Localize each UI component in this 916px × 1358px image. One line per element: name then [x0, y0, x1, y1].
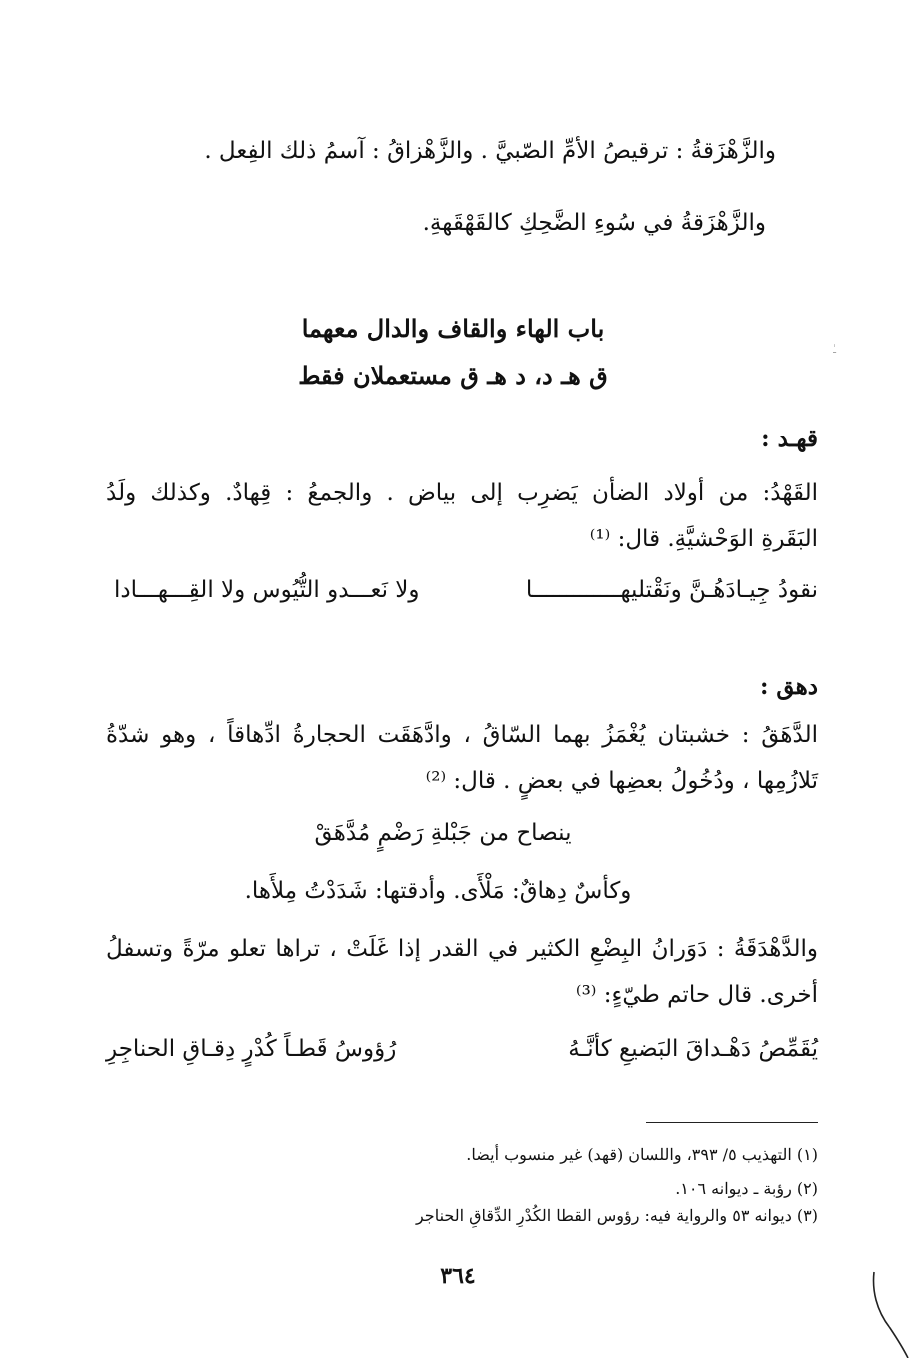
footnote-divider: [646, 1122, 818, 1123]
chapter-subtitle: ق هـ د، د هـ ق مستعملان فقط: [298, 361, 608, 390]
entry-heading-qahd: قهـد :: [761, 425, 818, 452]
chapter-title: باب الهاء والقاف والدال معهما: [301, 314, 605, 343]
dahdaqa-line-1: والدَّهْدَقَةُ : دَوَرانُ البِضْعِ الكثير في القدر إذا غَلَتْ ، تراها تعلو مرّةً وتسفلُ: [106, 936, 818, 962]
entry-heading-dahq: دهق :: [759, 673, 818, 700]
margin-mark: ـٰ: [833, 345, 836, 356]
page-edge-curve: [868, 1270, 916, 1358]
qahd-definition-line-2: البَقَرةِ الوَحْشيَّةِ. قال: ⁽¹⁾: [589, 526, 818, 552]
verse-dahq-rajaz: ينصاح من جَبْلةِ رَضْمٍ مُدَّهَقْ: [314, 820, 572, 846]
dahq-definition-line-2: تَلازُمِها ، ودُخُولُ بعضِها في بعضٍ . قال: ⁽²⁾: [425, 768, 818, 794]
verse-qahd: [106, 575, 818, 607]
footnote-1: (١) التهذيب ٥/ ٣٩٣، واللسان (قهد) غير منسوب أيضا.: [466, 1145, 818, 1164]
page-number: ٣٦٤: [440, 1263, 476, 1289]
dahq-definition-line-1: الدَّهَقُ : خشبتان يُغْمَزُ بهما السّاقُ ، وادَّهَقَت الحجارةُ ادِّهاقاً ، وهو شدّةُ: [106, 722, 818, 748]
verse-hatim-first-hemistich: يُقَمِّصُ دَهْـداقَ البَضيعِ كأنَّـهُ: [568, 1036, 818, 1062]
footnote-3: (٣) ديوانه ٥٣ والرواية فيه: رؤوس القطا الكُدْرِ الدِّقاقِ الحناجر: [415, 1206, 818, 1225]
dahdaqa-line-2: أخرى. قال حاتم طيّءٍ: ⁽³⁾: [575, 982, 818, 1008]
qahd-definition-line-1: القَهْدُ: من أولاد الضأن يَضرِب إلى بياض . والجمعُ : قِهادٌ. وكذلك ولَدُ: [106, 480, 818, 506]
dahq-cup-line: وكأسٌ دِهاقٌ: مَلْأَى. وأدقتها: شَدَدْتُ مِلأَها.: [244, 878, 632, 904]
footnote-2: (٢) رؤبة ـ ديوانه ١٠٦.: [675, 1179, 818, 1198]
intro-line-1: والزَّهْزَقةُ : ترقيصُ الأمِّ الصّبيَّ . والزَّهْزاقُ : آسمُ ذلك الفِعل .: [204, 138, 776, 164]
verse-qahd-second-hemistich: ولا نَعـــدو التُّيُوس ولا القِـــهـــادا: [114, 577, 420, 603]
verse-hatim-second-hemistich: رُؤوسُ قَطـاً كُدْرٍ دِقـاقِ الحناجِرِ: [106, 1036, 397, 1062]
verse-hatim: [106, 1034, 818, 1066]
intro-line-2: والزَّهْزَقةُ في سُوءِ الضَّحِكِ كالقَهْقَهةِ.: [422, 210, 766, 236]
verse-qahd-first-hemistich: نقودُ جِيـادَهُـنَّ ونَقْتليهـــــــــــــا: [525, 577, 818, 603]
